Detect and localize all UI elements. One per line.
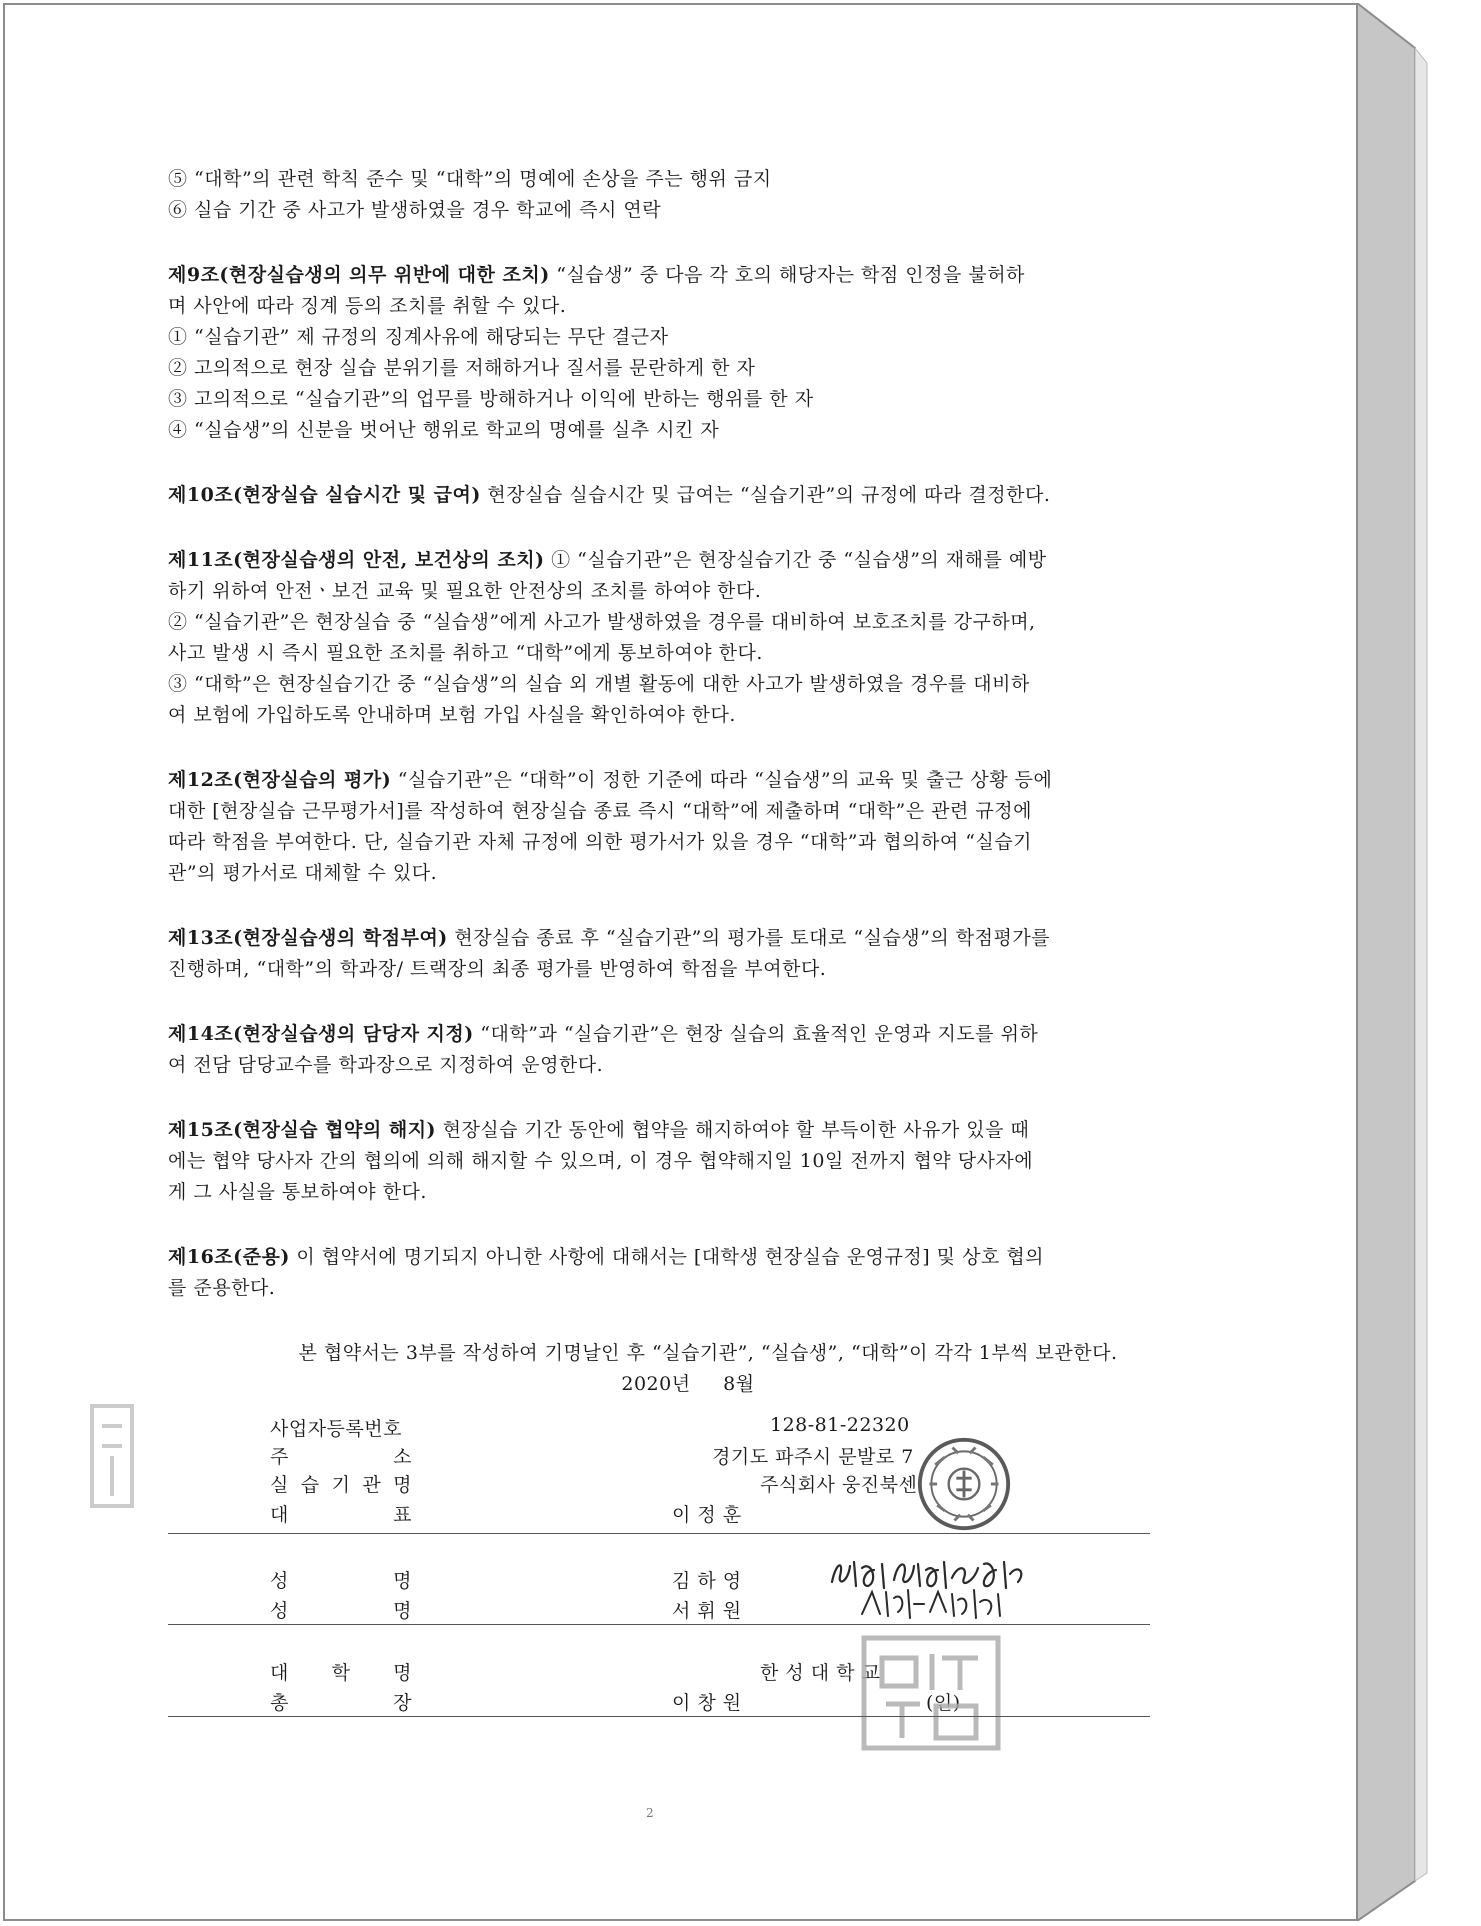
article-9-text: “실습생” 중 다음 각 호의 해당자는 학점 인정을 불허하 [549, 264, 1025, 286]
president-label: 총 장 [270, 1692, 412, 1714]
article-12-text: 따라 학점을 부여한다. 단, 실습기관 자체 규정에 의한 평가서가 있을 경우 “대학”과 협의하여 “실습기 [168, 831, 1033, 853]
reg-number-value: 128-81-22320 [770, 1414, 910, 1436]
student-2-handwritten-signature [858, 1584, 1008, 1620]
article-15-title: 제15조(현장실습 협약의 해지) [168, 1119, 437, 1141]
representative-label: 대 표 [270, 1504, 412, 1526]
article-13-text: 진행하며, “대학”의 학과장/ 트랙장의 최종 평가를 반영하여 학점을 부여한다. [168, 958, 827, 980]
student-2-name-label: 성 명 [270, 1600, 412, 1622]
article-11-text: ③ “대학”은 현장실습기간 중 “실습생”의 실습 외 개별 활동에 대한 사고가 발생하였을 경우를 대비하 [168, 673, 1030, 695]
article-11-text: 하기 위하여 안전ㆍ보건 교육 및 필요한 안전상의 조치를 하여야 한다. [168, 580, 762, 602]
article-15-text: 현장실습 기간 동안에 협약을 해지하여야 할 부득이한 사유가 있을 때 [436, 1119, 1030, 1141]
institution-name-label: 실 습 기 관 명 [270, 1474, 412, 1496]
article-12-text: 대한 [현장실습 근무평가서]를 작성하여 현장실습 종료 즉시 “대학”에 제출하며 “대학”은 관련 규정에 [168, 800, 1032, 822]
article-10-line [168, 480, 1188, 511]
article-14-line [168, 1019, 1188, 1050]
article-9-item-1: ① “실습기관” 제 규정의 징계사유에 해당되는 무단 결근자 [168, 326, 669, 348]
article-11-text: 여 보험에 가입하도록 안내하며 보험 가입 사실을 확인하여야 한다. [168, 704, 736, 726]
closing-statement: 본 협약서는 3부를 작성하여 기명날인 후 “실습기관”, “실습생”, “대학”이 각각 1부씩 보관한다. [298, 1342, 1118, 1364]
article-11-text: 사고 발생 시 즉시 필요한 조치를 취하고 “대학”에게 통보하여야 한다. [168, 642, 763, 664]
article-11-text: ② “실습기관”은 현장실습 중 “실습생”에게 사고가 발생하였을 경우를 대비하여 보호조치를 강구하며, [168, 611, 1036, 633]
article-9-item-2: ② 고의적으로 현장 실습 분위기를 저해하거나 질서를 문란하게 한 자 [168, 357, 756, 379]
article-9-title: 제9조(현장실습생의 의무 위반에 대한 조치) [168, 264, 550, 286]
page-stack-edge [1357, 3, 1432, 1921]
student-1-name-label: 성 명 [270, 1570, 412, 1592]
signature-divider [168, 1533, 1150, 1534]
article-11-text: ① “실습기관”은 현장실습기간 중 “실습생”의 재해를 예방 [544, 549, 1047, 571]
article-15-line [168, 1115, 1188, 1146]
article-11-title: 제11조(현장실습생의 안전, 보건상의 조치) [168, 549, 545, 571]
reg-number-label: 사업자등록번호 [270, 1418, 402, 1440]
signature-divider [168, 1624, 1150, 1625]
article-14-text: “대학”과 “실습기관”은 현장 실습의 효율적인 운영과 지도를 위하 [473, 1023, 1039, 1045]
article-12-title: 제12조(현장실습의 평가) [168, 769, 392, 791]
article-13-line [168, 923, 1188, 954]
institution-name-value: 주식회사 웅진북센 [760, 1474, 918, 1496]
article-9-item-3: ③ 고의적으로 “실습기관”의 업무를 방해하거나 이익에 반하는 행위를 한 자 [168, 388, 814, 410]
article-14-text: 여 전담 담당교수를 학과장으로 지정하여 운영한다. [168, 1054, 604, 1076]
company-seal-stamp [916, 1436, 1012, 1532]
university-name-value: 한 성 대 학 교 [760, 1662, 881, 1684]
article-12-text: “실습기관”은 “대학”이 정한 기준에 따라 “실습생”의 교육 및 출근 상황 등에 [391, 769, 1053, 791]
signature-divider [168, 1716, 1150, 1717]
page-number: 2 [646, 1806, 654, 1820]
student-1-name-value: 김 하 영 [672, 1570, 742, 1592]
article-12-text: 관”의 평가서로 대체할 수 있다. [168, 862, 438, 884]
article-9-item-4: ④ “실습생”의 신분을 벗어난 행위로 학교의 명예를 실추 시킨 자 [168, 419, 720, 441]
article-14-title: 제14조(현장실습생의 담당자 지정) [168, 1023, 474, 1045]
article-16-title: 제16조(준용) [168, 1246, 290, 1268]
article-11-line [168, 545, 1188, 576]
article-13-text: 현장실습 종료 후 “실습기관”의 평가를 토대로 “실습생”의 학점평가를 [447, 927, 1051, 949]
president-value: 이 창 원 [672, 1692, 742, 1714]
article-16-text: 이 협약서에 명기되지 아니한 사항에 대해서는 [대학생 현장실습 운영규정] 및 상호 협의 [289, 1246, 1045, 1268]
address-value: 경기도 파주시 문발로 7 [712, 1446, 914, 1468]
article-9-line [168, 260, 1188, 291]
university-seal-stamp [856, 1628, 1006, 1758]
clause-item-5: ⑤ “대학”의 관련 학칙 준수 및 “대학”의 명예에 손상을 주는 행위 금지 [168, 168, 772, 190]
article-13-title: 제13조(현장실습생의 학점부여) [168, 927, 448, 949]
article-16-text: 를 준용한다. [168, 1277, 276, 1299]
clause-item-6: ⑥ 실습 기간 중 사고가 발생하였을 경우 학교에 즉시 연락 [168, 199, 662, 221]
article-12-line [168, 765, 1188, 796]
representative-value: 이 정 훈 [672, 1504, 742, 1526]
agreement-body [168, 164, 1188, 1400]
article-15-text: 게 그 사실을 통보하여야 한다. [168, 1181, 427, 1203]
article-15-text: 에는 협약 당사자 간의 협의에 의해 해지할 수 있으며, 이 경우 협약해지일 10일 전까지 협약 당사자에 [168, 1150, 1034, 1172]
seal-mark: (인) [926, 1692, 961, 1714]
address-label: 주 소 [270, 1446, 412, 1468]
article-10-title: 제10조(현장실습 실습시간 및 급여) [168, 484, 481, 506]
student-2-name-value: 서 휘 원 [672, 1600, 742, 1622]
university-name-label: 대 학 명 [270, 1662, 412, 1684]
article-9-text: 며 사안에 따라 징계 등의 조치를 취할 수 있다. [168, 295, 567, 317]
article-10-text: 현장실습 실습시간 및 급여는 “실습기관”의 규정에 따라 결정한다. [480, 484, 1051, 506]
bleed-through-stamp [82, 1396, 142, 1516]
agreement-date: 2020년 8월 [621, 1373, 755, 1395]
article-16-line [168, 1242, 1188, 1273]
